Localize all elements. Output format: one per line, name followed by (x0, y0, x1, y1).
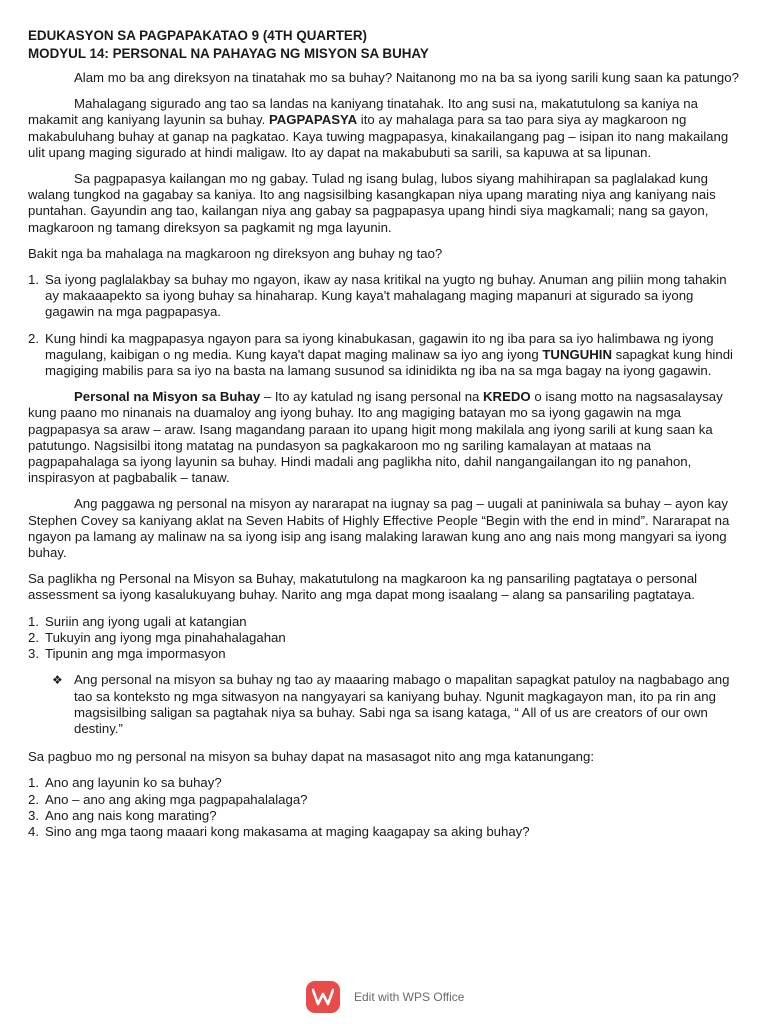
list-item: 1. Ano ang layunin ko sa buhay? (28, 775, 222, 791)
assessment-steps-list (28, 614, 744, 663)
reason-item-1: 1. Sa iyong paglalakbay sa buhay mo ngayon, ikaw ay nasa kritikal na yugto ng buhay. Anuman ang piliin mong tahakin ay makaaapekto sa iyong buhay sa hinaharap. Kung kaya't mahalagang maging mapanuri at sigurado sa iyong gagawin na mga pagpapasya. (28, 272, 727, 320)
wps-watermark[interactable] (306, 981, 464, 1013)
list-item: 4. Sino ang mga taong maaari kong makasama at maging kaagapay sa aking buhay? (28, 823, 530, 839)
wps-w-glyph-icon (312, 988, 334, 1006)
list-item: 1. Suriin ang iyong ugali at katangian (28, 613, 247, 629)
document-page (28, 27, 744, 850)
covey-paragraph: Ang paggawa ng personal na misyon ay nararapat na iugnay sa pag – uugali at paniniwala sa buhay – ayon kay Stephen Covey sa kaniyang aklat na Seven Habits of Highly Effective People “Begin with the end in mind”. Nararapat na ngayon pa lamang ay malinaw na sa iyong isip ang isang malaking larawan kung ano ang nais mong mangyari sa iyong buhay. (28, 496, 730, 561)
header-subject: EDUKASYON SA PAGPAPAKATAO 9 (4TH QUARTER) (28, 28, 367, 43)
mission-definition-paragraph: Personal na Misyon sa Buhay – Ito ay katulad ng isang personal na KREDO o isang motto na nagsasalaysay kung paano mo ninanais na duamaloy ang iyong buhay. Ito ang magiging batayan mo sa iyong gagawin na mga pagpapasya sa araw – araw. Isang magandang paraan ito upang higit mong makilala ang iyong sarili at kung saan ka patutungo. Nagsisilbi itong matatag na pundasyon sa pagkakaroon mo ng sariling kamalayan at mataas na pagpapahalaga sa iyong layunin sa buhay. Hindi madali ang paglikha nito, dahil nangangailangan ito ng panahon, inspirasyon at pagbabalik – tanaw. (28, 389, 723, 486)
decision-paragraph: Mahalagang sigurado ang tao sa landas na kaniyang tinatahak. Ito ang susi na, makatutulong sa kaniya na makamit ang kaniyang layunin sa buhay. PAGPAPASYA ito ay mahalaga para sa tao para siya ay magkaroon ng makabuluhang buhay at ganap na pagkatao. Kaya tuwing magpapasya, kinakailangang pag – isipan ito nang makailang ulit upang maging sigurado at hindi maligaw. Ito ay dapat na makabubuti sa sarili, sa kapuwa at sa lipunan. (28, 96, 729, 160)
guidance-paragraph: Sa pagpapasya kailangan mo ng gabay. Tulad ng isang bulag, lubos siyang mahihirapan sa paglalakad kung walang tungkod na gagabay sa kaniya. Ito ang nagsisilbing kasangkapan niya upang marating niya ang kaniyang nais puntahan. Gayundin ang tao, kailangan niya ang gabay sa pagpapasya upang hindi siya magkamali; nang sa gayon, magkaroon ng tamang direksyon sa pagkamit ng mga layunin. (28, 171, 716, 235)
wps-edit-label: Edit with WPS Office (354, 989, 465, 1004)
questions-intro: Sa pagbuo mo ng personal na misyon sa buhay dapat na masasagot nito ang mga katanungang: (28, 749, 594, 765)
list-item: 3. Ano ang nais kong marating? (28, 807, 217, 823)
direction-question: Bakit nga ba mahalaga na magkaroon ng direksyon ang buhay ng tao? (28, 245, 443, 261)
questions-list (28, 775, 744, 840)
diamond-bullet-icon: ❖ (52, 673, 63, 688)
assessment-paragraph: Sa paglikha ng Personal na Misyon sa Buhay, makatutulong na magkaroon ka ng pansariling pagtataya o personal assessment sa iyong kasalukuyang buhay. Narito ang mga dapat mong isaalang – alang sa pansariling pagtataya. (28, 571, 698, 603)
reason-item-2: 2. Kung hindi ka magpapasya ngayon para sa iyong kinabukasan, gagawin ito ng iba para sa iyo halimbawa ng iyong magulang, kaibigan o ng media. Kung kaya't dapat maging malinaw sa iyo ang iyong TUNGUHIN sapagkat kung hindi magiging mabilis para sa iyo na basta na lamang susunod sa idinidikta ng iba na sa mga bagay na iyong gagawin. (28, 330, 733, 379)
wps-office-logo-icon (306, 981, 340, 1013)
list-item: 3. Tipunin ang mga impormasyon (28, 646, 226, 662)
header-module: MODYUL 14: PERSONAL NA PAHAYAG NG MISYON SA BUHAY (28, 46, 429, 61)
destiny-bullet: ❖ Ang personal na misyon sa buhay ng tao ay maaaring mabago o mapalitan sapagkat patuloy na nagbabago ang tao sa konteksto ng mga sitwasyon na nangyayari sa kaniyang buhay. Ngunit magkagayon man, ito pa rin ang magsisilbing saligan sa pagtahak niya sa buhay. Sabi nga sa isang kataga, “ All of us are creators of our own destiny.” (52, 672, 730, 736)
list-item: 2. Ano – ano ang aking mga pagpapahalalaga? (28, 791, 308, 807)
list-item: 2. Tukuyin ang iyong mga pinahahalagahan (28, 629, 286, 645)
intro-paragraph: Alam mo ba ang direksyon na tinatahak mo sa buhay? Naitanong mo na ba sa iyong sarili kung saan ka patungo? (74, 70, 739, 85)
